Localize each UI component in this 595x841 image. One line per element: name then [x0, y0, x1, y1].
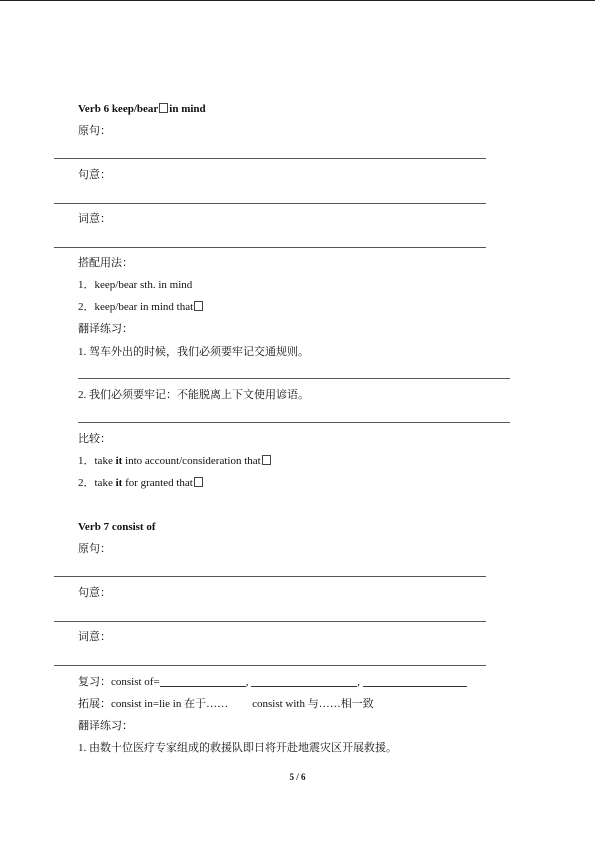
collocation-item: 2．keep/bear in mind that: [78, 300, 204, 314]
verb6-compare-label: 比较：: [78, 433, 111, 445]
answer-line: [78, 422, 510, 423]
verb7-meaning-label: 句意：: [78, 587, 111, 599]
translation-exercise: 1. 驾车外出的时候，我们必须要牢记交通规则。: [78, 346, 309, 358]
translation-exercise: 1. 由数十位医疗专家组成的救援队即日将开赴地震灾区开展救援。: [78, 742, 397, 754]
blank-field[interactable]: [363, 676, 467, 687]
page-number: 5 / 6: [289, 772, 306, 782]
blank-field[interactable]: [160, 676, 246, 687]
verb7-title: Verb 7 consist of: [78, 521, 156, 533]
placeholder-box-icon: [159, 103, 168, 113]
collocation-item: 1．keep/bear sth. in mind: [78, 279, 193, 291]
answer-line: [54, 621, 486, 622]
answer-line: [54, 576, 486, 577]
verb6-collocation-label: 搭配用法：: [78, 257, 133, 269]
placeholder-box-icon: [194, 477, 203, 487]
extend-line: 拓展：consist in=lie in 在于…… consist with 与……相一致: [78, 698, 374, 710]
translation-exercise: 2. 我们必须要牢记：不能脱离上下文使用谚语。: [78, 389, 309, 401]
verb6-original-label: 原句：: [78, 125, 111, 137]
verb6-meaning-label: 句意：: [78, 169, 111, 181]
verb7-word-meaning-label: 词意：: [78, 631, 111, 643]
review-line: 复习：consist of= , ,: [78, 675, 467, 689]
blank-field[interactable]: [251, 676, 357, 687]
answer-line: [54, 203, 486, 204]
verb6-title: Verb 6 keep/bear in mind: [78, 103, 206, 115]
answer-line: [54, 247, 486, 248]
verb7-original-label: 原句：: [78, 543, 111, 555]
verb6-word-meaning-label: 词意：: [78, 213, 111, 225]
page-top-border: [0, 0, 595, 1]
verb7-translation-label: 翻译练习：: [78, 720, 133, 732]
compare-item: 1．take it into account/consideration that: [78, 454, 272, 468]
answer-line: [54, 665, 486, 666]
placeholder-box-icon: [262, 455, 271, 465]
placeholder-box-icon: [194, 301, 203, 311]
verb6-translation-label: 翻译练习：: [78, 323, 133, 335]
answer-line: [78, 378, 510, 379]
compare-item: 2．take it for granted that: [78, 476, 204, 490]
answer-line: [54, 158, 486, 159]
